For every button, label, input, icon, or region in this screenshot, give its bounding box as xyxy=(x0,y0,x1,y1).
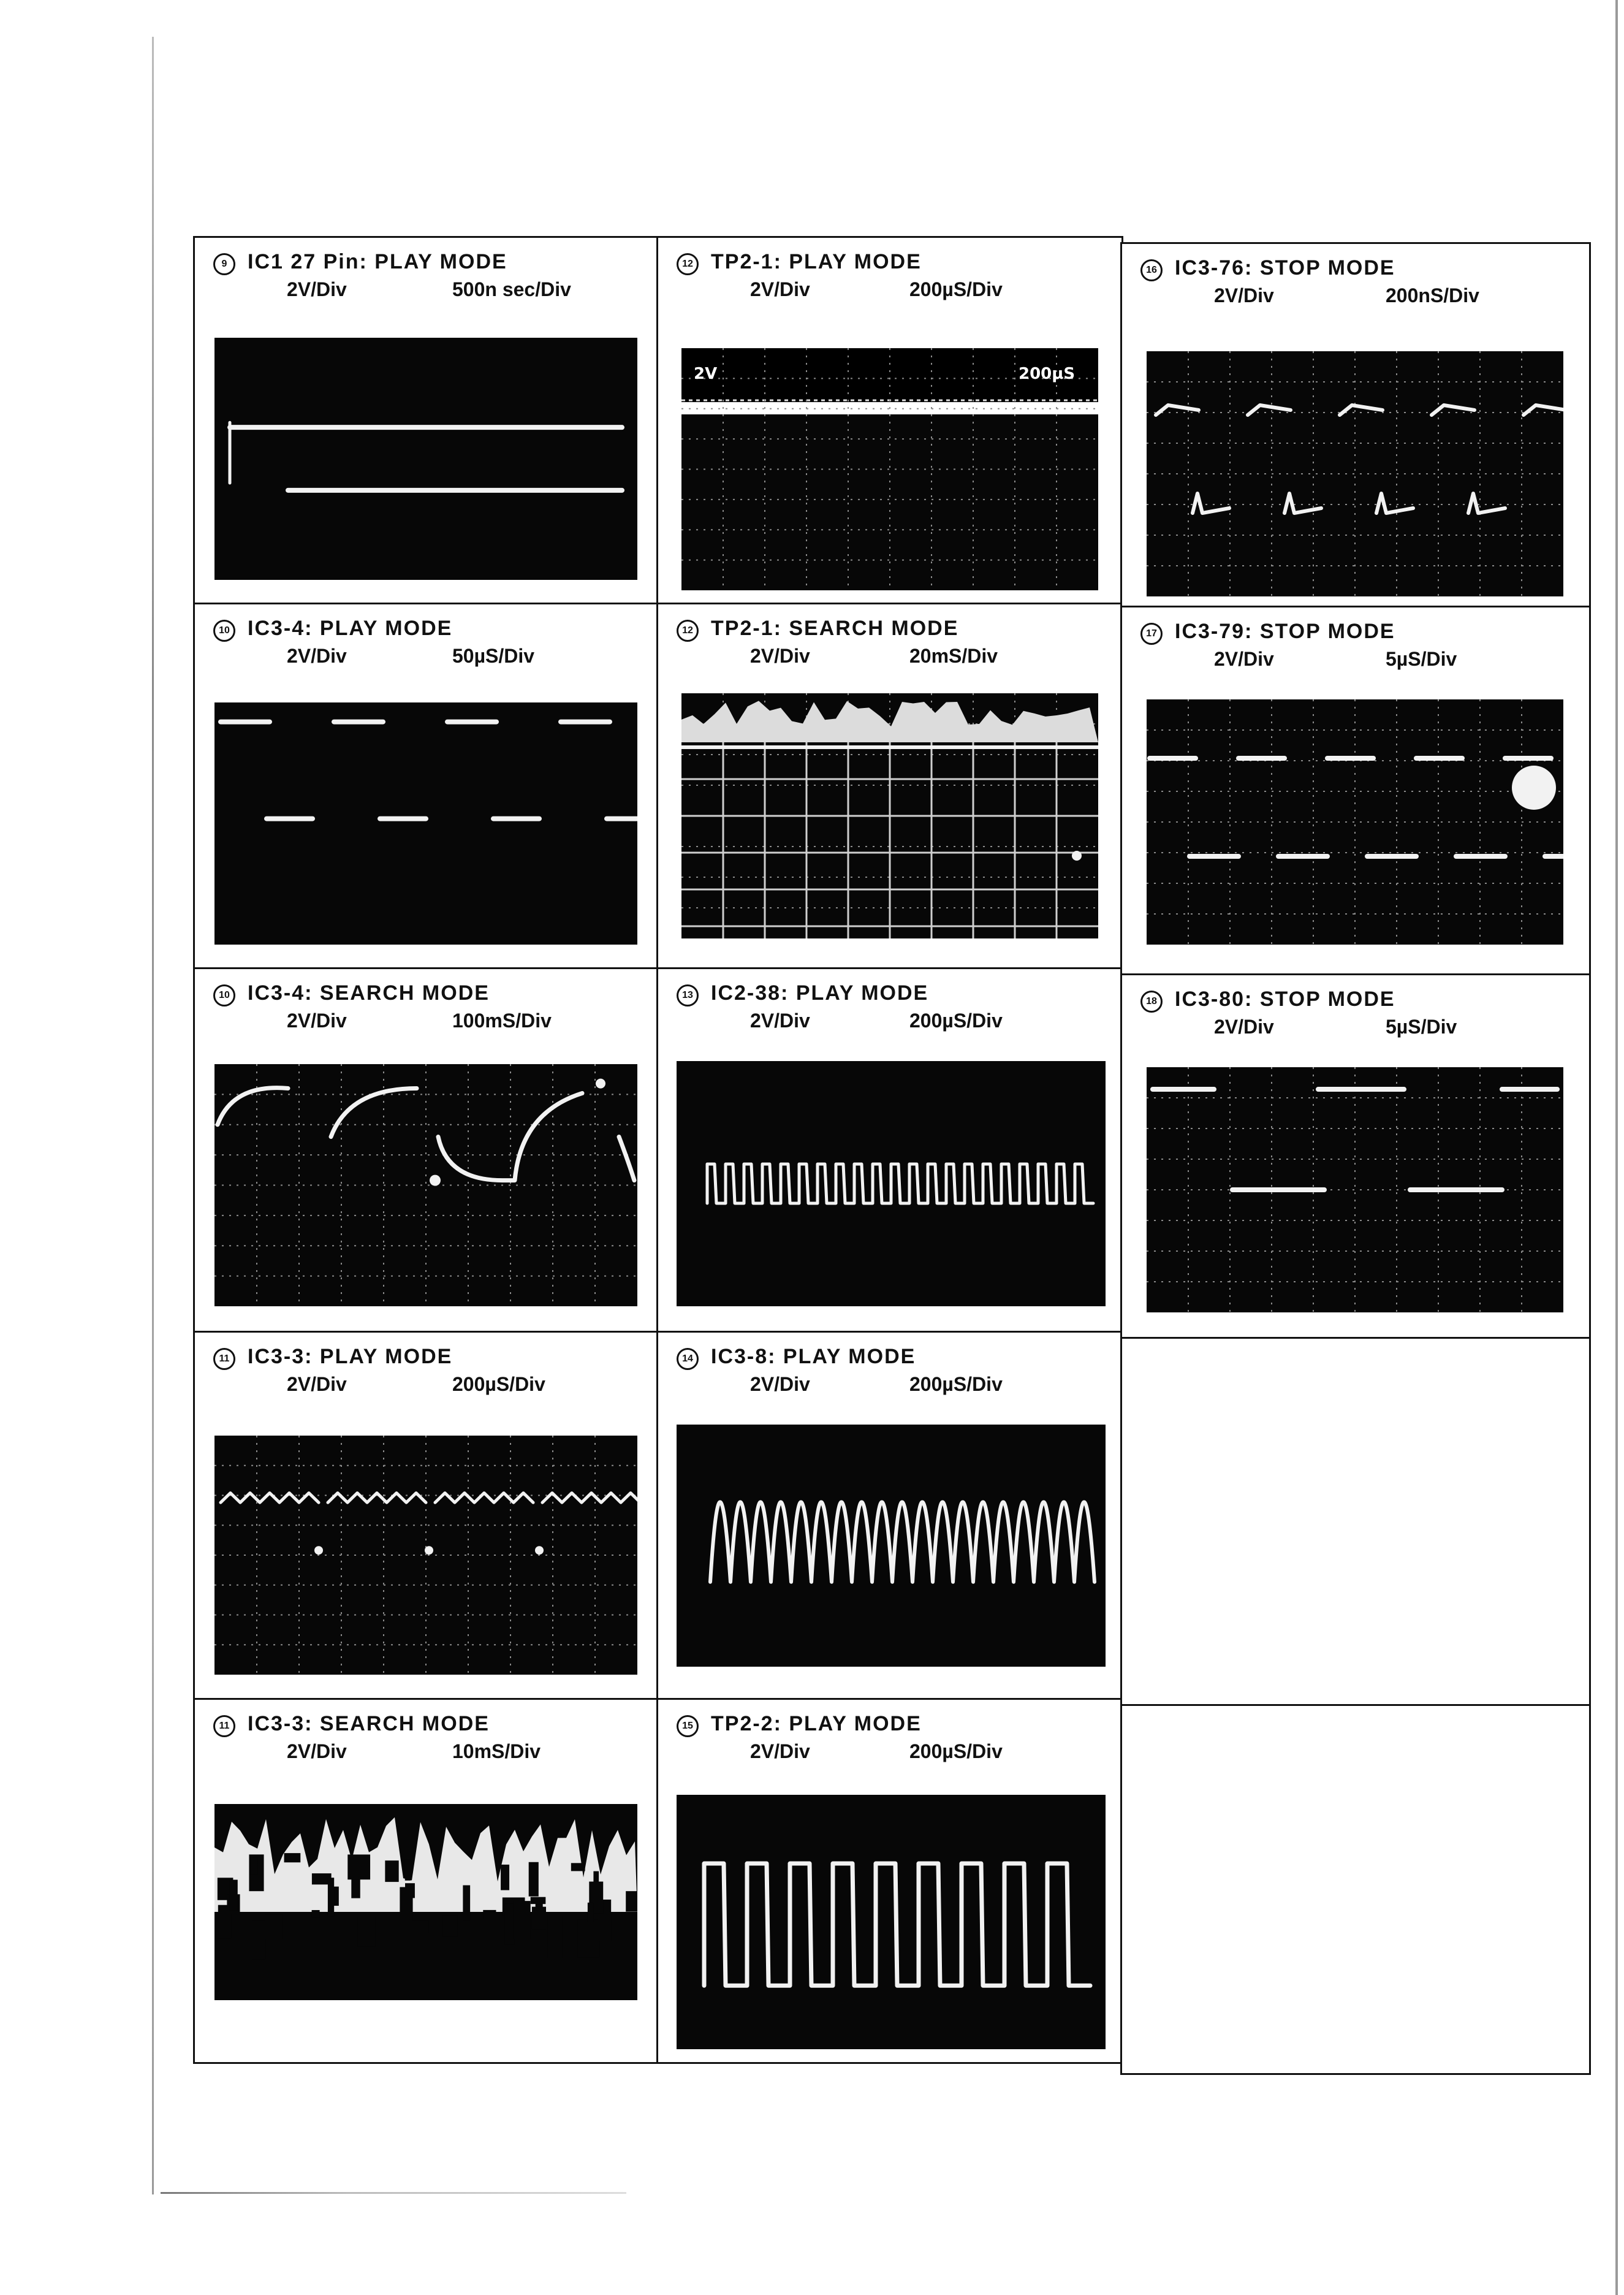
waveform-number: 11 xyxy=(213,1348,235,1370)
waveform-number: 12 xyxy=(677,620,699,642)
volts-per-div: 2V/Div xyxy=(1214,284,1274,306)
waveform-number: 18 xyxy=(1140,991,1163,1013)
noise-gap xyxy=(593,1871,599,1883)
waveform-cell xyxy=(1122,1337,1589,1704)
waveform-column-3 xyxy=(1120,242,1591,2075)
noise-band xyxy=(681,701,1098,742)
noise-gap xyxy=(252,1921,266,1959)
waveform-cell xyxy=(658,967,1121,1331)
waveform-plot xyxy=(214,1436,637,1675)
waveform-label: IC3-76: STOP MODE xyxy=(1175,256,1395,280)
noise-gap xyxy=(532,1907,546,1930)
trace-dot xyxy=(535,1546,544,1555)
waveform-label: IC3-79: STOP MODE xyxy=(1175,620,1395,643)
waveform-label: IC3-3: PLAY MODE xyxy=(248,1345,453,1368)
time-per-div: 50µS/Div xyxy=(452,645,535,667)
waveform-title xyxy=(677,250,922,275)
time-per-div: 200µS/Div xyxy=(909,1373,1003,1395)
waveform-trace xyxy=(710,1502,1095,1581)
waveform-cell xyxy=(195,238,658,603)
oscilloscope-screen xyxy=(214,1436,637,1675)
waveform-trace xyxy=(221,1493,637,1503)
trace-dot xyxy=(314,1546,323,1555)
oscilloscope-screen xyxy=(681,348,1098,590)
oscilloscope-screen xyxy=(1147,1067,1563,1312)
volts-per-div: 2V/Div xyxy=(1214,648,1274,670)
volts-per-div: 2V/Div xyxy=(1214,1016,1274,1038)
waveform-label: TP2-2: PLAY MODE xyxy=(711,1712,922,1735)
oscilloscope-screen xyxy=(1147,351,1563,596)
waveform-title xyxy=(213,981,490,1007)
waveform-cell xyxy=(195,603,658,967)
waveform-label: IC1 27 Pin: PLAY MODE xyxy=(248,250,507,273)
noise-gap xyxy=(514,1901,531,1939)
oscilloscope-screen xyxy=(681,693,1098,938)
volts-per-div: 2V/Div xyxy=(287,1010,347,1032)
oscilloscope-screen xyxy=(677,1061,1106,1306)
noise-gap xyxy=(328,1878,334,1916)
time-per-div: 500n sec/Div xyxy=(452,278,571,300)
waveform-title xyxy=(677,1345,916,1370)
waveform-plot xyxy=(1147,1067,1563,1312)
waveform-title xyxy=(1140,988,1395,1013)
waveform-number: 14 xyxy=(677,1348,699,1370)
trace-dot xyxy=(596,1079,605,1089)
waveform-cell xyxy=(658,1331,1121,1698)
waveform-label: IC3-3: SEARCH MODE xyxy=(248,1712,490,1735)
time-per-div: 5µS/Div xyxy=(1386,648,1457,670)
scan-edge-right xyxy=(1615,0,1618,2295)
scan-edge-bottom xyxy=(161,2192,626,2194)
waveform-title xyxy=(213,617,452,642)
waveform-number: 13 xyxy=(677,984,699,1007)
noise-gap xyxy=(529,1862,539,1897)
volts-per-div: 2V/Div xyxy=(287,1373,347,1395)
waveform-cell xyxy=(658,238,1121,603)
trace-dot xyxy=(1072,851,1082,861)
noise-gap xyxy=(577,1919,599,1957)
waveform-number: 17 xyxy=(1140,623,1163,645)
noise-gap xyxy=(229,1880,238,1910)
volts-per-div: 2V/Div xyxy=(750,1010,810,1032)
waveform-label: IC3-4: SEARCH MODE xyxy=(248,981,490,1005)
waveform-label: TP2-1: PLAY MODE xyxy=(711,250,922,273)
noise-gap xyxy=(443,1915,458,1936)
waveform-plot xyxy=(214,702,637,945)
waveform-label: TP2-1: SEARCH MODE xyxy=(711,617,959,640)
waveform-cell xyxy=(195,1331,658,1698)
waveform-plot xyxy=(677,1795,1106,2049)
waveform-title xyxy=(677,617,958,642)
noise-gap xyxy=(463,1886,470,1921)
time-per-div: 5µS/Div xyxy=(1386,1016,1457,1038)
noise-gap xyxy=(312,1910,320,1917)
volts-per-div: 2V/Div xyxy=(287,1740,347,1762)
oscilloscope-screen xyxy=(214,1804,637,2000)
noise-gap xyxy=(351,1878,360,1898)
noise-gap xyxy=(504,1904,514,1945)
volts-per-div: 2V/Div xyxy=(750,278,810,300)
waveform-cell xyxy=(1122,606,1589,973)
waveform-label: IC3-80: STOP MODE xyxy=(1175,988,1395,1011)
volts-per-div: 2V/Div xyxy=(750,645,810,667)
noise-gap xyxy=(405,1883,415,1898)
waveform-number: 12 xyxy=(677,253,699,275)
waveform-number: 10 xyxy=(213,984,235,1007)
waveform-label: IC3-4: PLAY MODE xyxy=(248,617,453,640)
waveform-plot xyxy=(1147,699,1563,945)
noise-gap xyxy=(412,1921,429,1933)
noise-gap xyxy=(249,1858,258,1875)
oscilloscope-screen xyxy=(677,1425,1106,1667)
time-per-div: 10mS/Div xyxy=(452,1740,541,1762)
noise-gap xyxy=(588,1903,594,1922)
waveform-cell xyxy=(195,1698,658,2066)
noise-gap xyxy=(483,1910,496,1919)
noise-gap xyxy=(284,1853,301,1862)
waveform-label: IC3-8: PLAY MODE xyxy=(711,1345,916,1368)
waveform-plot xyxy=(677,1061,1106,1306)
waveform-title xyxy=(1140,256,1395,281)
waveform-title xyxy=(677,1712,922,1737)
waveform-plot xyxy=(214,1804,637,2000)
waveform-title xyxy=(213,250,507,275)
volts-per-div: 2V/Div xyxy=(750,1373,810,1395)
noise-gap xyxy=(357,1917,376,1946)
waveform-number: 15 xyxy=(677,1715,699,1737)
waveform-trace xyxy=(704,1863,1090,1985)
time-per-div: 200µS/Div xyxy=(909,1010,1003,1032)
waveform-cell xyxy=(1122,973,1589,1337)
oscilloscope-screen xyxy=(214,702,637,945)
waveform-number: 9 xyxy=(213,253,235,275)
screen-time-label: 200µS xyxy=(1019,365,1076,383)
noise-gap xyxy=(385,1860,398,1882)
waveform-column-1 xyxy=(193,236,660,2064)
waveform-plot xyxy=(1147,351,1563,596)
volts-per-div: 2V/Div xyxy=(287,645,347,667)
waveform-label: IC2-38: PLAY MODE xyxy=(711,981,929,1005)
waveform-trace xyxy=(707,1164,1093,1203)
waveform-title xyxy=(213,1712,490,1737)
time-per-div: 200nS/Div xyxy=(1386,284,1479,306)
waveform-trace xyxy=(1156,405,1563,513)
noise-gap xyxy=(501,1865,509,1890)
noise-gap xyxy=(347,1854,370,1879)
time-per-div: 20mS/Div xyxy=(909,645,998,667)
volts-per-div: 2V/Div xyxy=(287,278,347,300)
oscilloscope-screen xyxy=(1147,699,1563,945)
noise-gap xyxy=(531,1897,546,1904)
noise-gap xyxy=(547,1916,562,1958)
oscilloscope-screen xyxy=(214,1064,637,1306)
waveform-number: 11 xyxy=(213,1715,235,1737)
time-per-div: 200µS/Div xyxy=(909,1740,1003,1762)
waveform-plot xyxy=(681,693,1098,938)
trace-dot xyxy=(430,1175,441,1186)
bright-spot xyxy=(1512,766,1556,810)
time-per-div: 200µS/Div xyxy=(452,1373,545,1395)
noise-gap xyxy=(571,1863,585,1871)
time-per-div: 100mS/Div xyxy=(452,1010,552,1032)
waveform-number: 16 xyxy=(1140,259,1163,281)
scan-edge-left xyxy=(152,37,154,2194)
waveform-cell xyxy=(658,603,1121,967)
waveform-title xyxy=(213,1345,452,1370)
waveform-cell xyxy=(195,967,658,1331)
waveform-plot xyxy=(214,1064,637,1306)
noise-gap xyxy=(626,1891,637,1911)
noise-gap xyxy=(405,1859,411,1881)
noise-gap xyxy=(265,1915,283,1939)
oscilloscope-screen xyxy=(214,338,637,580)
waveform-plot xyxy=(214,338,637,580)
waveform-cell xyxy=(658,1698,1121,2066)
waveform-column-2 xyxy=(656,236,1123,2064)
waveform-cell xyxy=(1122,244,1589,606)
waveform-title xyxy=(677,981,928,1007)
time-per-div: 200µS/Div xyxy=(909,278,1003,300)
waveform-plot xyxy=(681,348,1098,590)
volts-per-div: 2V/Div xyxy=(750,1740,810,1762)
waveform-cell xyxy=(1122,1704,1589,2077)
oscilloscope-screen xyxy=(677,1795,1106,2049)
waveform-title xyxy=(1140,620,1395,645)
trace-dot xyxy=(425,1546,433,1555)
screen-volts-label: 2V xyxy=(694,365,718,383)
waveform-plot xyxy=(677,1425,1106,1667)
waveform-number: 10 xyxy=(213,620,235,642)
